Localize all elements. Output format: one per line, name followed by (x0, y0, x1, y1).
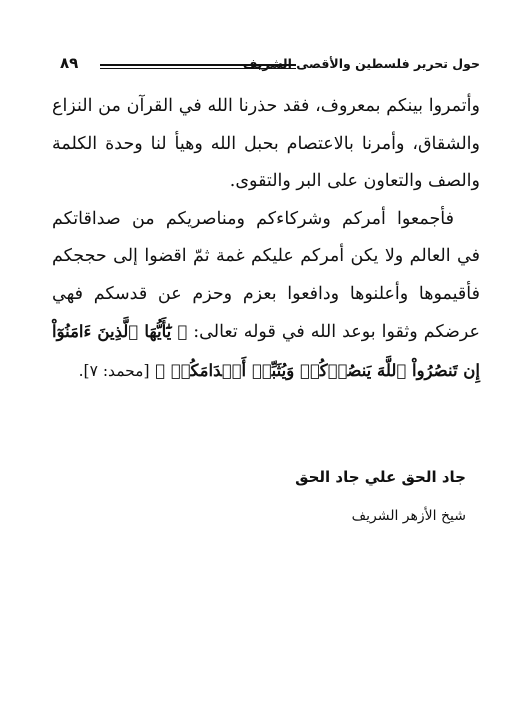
paragraph-1: وأتمروا بينكم بمعروف، فقد حذرنا الله في القرآن من النزاع والشقاق، وأمرنا بالاعتصام بحبل الله وهيأ لنا وحدة الكلمة والصف والتعاون على البر والتقوى. (52, 96, 480, 191)
page-header (60, 56, 480, 78)
paragraph-2-text: فأجمعوا أمركم وشركاءكم ومناصريكم من صداقاتكم في العالم ولا يكن أمركم عليكم غمة ثمّ اقضوا إلى حججكم فأقيموها وأعلنوها ودافعوا بعزم وحزم عن قدسكم فهي عرضكم وثقوا بوعد الله في قوله تعالى: (52, 208, 480, 342)
running-header-title: حول تحرير فلسطين والأقصى الشريف (242, 56, 480, 71)
verse-reference: [محمد: ٧]. (78, 361, 150, 380)
paragraph-2 (52, 201, 480, 391)
quran-verse: ﴿ يَٰٓأَيُّهَا ٱلَّذِينَ ءَامَنُوٓاْ إِن تَنصُرُواْ ٱللَّهَ يَنصُرۡكُمۡ وَيُثَبِّتۡ أَقۡدَامَكُمۡ ﴾ (52, 322, 480, 380)
signature-block (295, 468, 466, 524)
header-rule (100, 64, 296, 69)
page-number: ٨٩ (60, 54, 79, 72)
signature-name: جاد الحق علي جاد الحق (295, 468, 466, 486)
body-text (52, 88, 480, 390)
signature-title: شيخ الأزهر الشريف (351, 508, 466, 524)
